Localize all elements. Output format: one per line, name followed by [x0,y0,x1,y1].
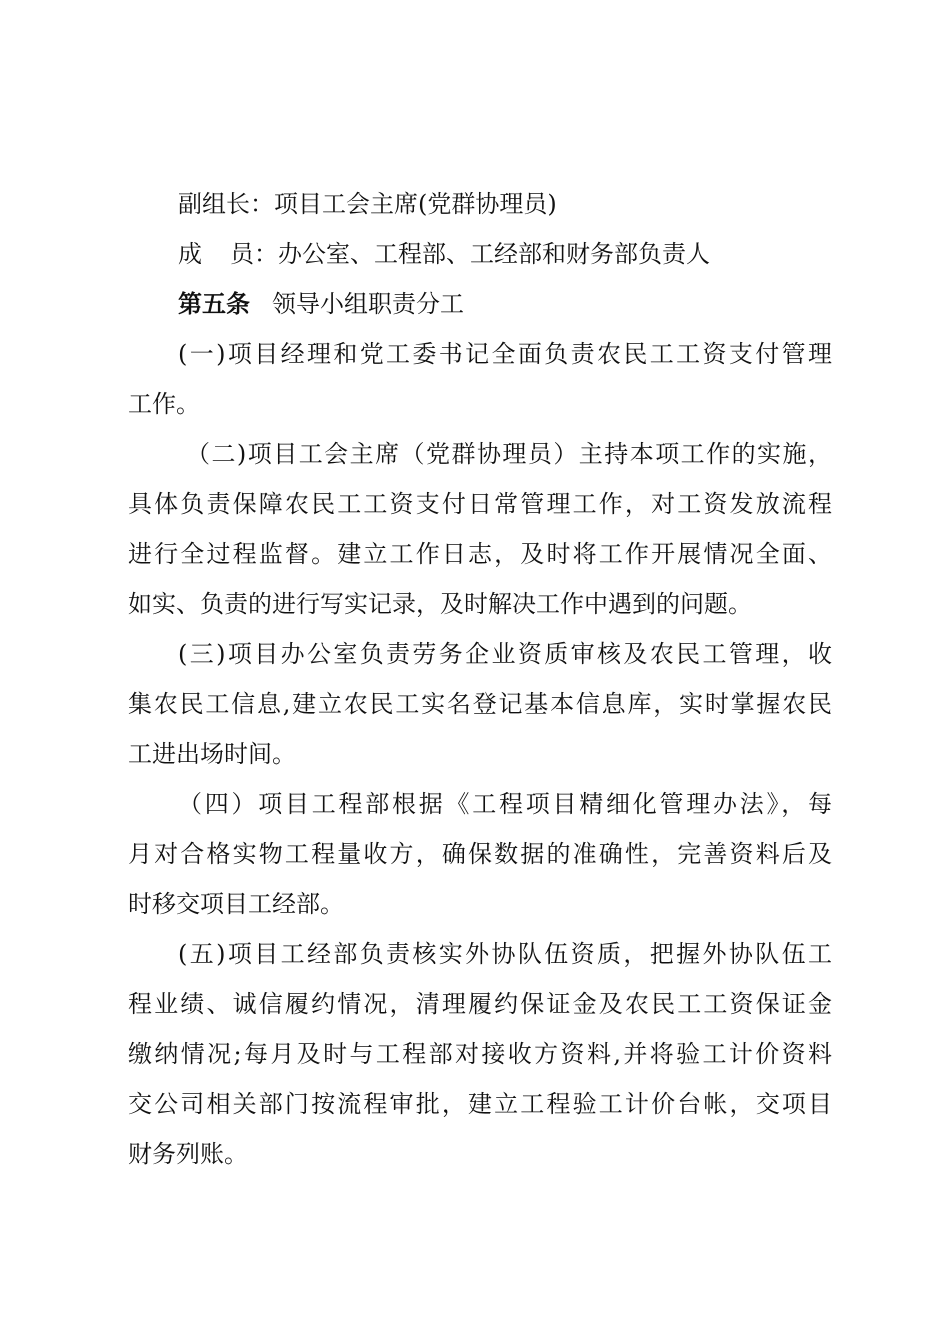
item-4-line-2: 月对合格实物工程量收方，确保数据的准确性，完善资料后及 [128,840,832,868]
item-1-line-1: (一)项目经理和党工委书记全面负责农民工工资支付管理 [178,340,832,368]
item-4-line-3: 时移交项目工经部。 [128,890,344,918]
deputy-leader-text: 副组长：项目工会主席(党群协理员) [178,190,557,218]
item-3-line-2: 集农民工信息,建立农民工实名登记基本信息库，实时掌握农民 [128,690,832,718]
article-subtitle: 领导小组职责分工 [272,290,464,318]
item-2-line-3: 进行全过程监督。建立工作日志，及时将工作开展情况全面、 [128,540,832,568]
item-5-line-4: 交公司相关部门按流程审批，建立工程验工计价台帐，交项目 [128,1090,832,1118]
item-2-line-4: 如实、负责的进行写实记录，及时解决工作中遇到的问题。 [128,590,752,618]
item-5-line-2: 程业绩、诚信履约情况，清理履约保证金及农民工工资保证金 [128,990,832,1018]
members-label-part1: 成 [178,240,202,268]
item-5-line-5: 财务列账。 [128,1140,248,1168]
item-4-line-1: （四）项目工程部根据《工程项目精细化管理办法》，每 [178,790,832,818]
item-5-line-3: 缴纳情况;每月及时与工程部对接收方资料,并将验工计价资料 [128,1040,832,1068]
item-1-line-2: 工作。 [128,390,200,418]
members-line [178,236,832,272]
item-3-line-3: 工进出场时间。 [128,740,296,768]
item-2-line-2: 具体负责保障农民工工资支付日常管理工作，对工资发放流程 [128,490,832,518]
item-5-line-1: (五)项目工经部负责核实外协队伍资质，把握外协队伍工 [178,940,832,968]
members-text: 员：办公室、工程部、工经部和财务部负责人 [230,240,710,268]
article-heading [178,286,832,322]
deputy-leader-line [178,186,832,222]
item-2-line-1: （二)项目工会主席（党群协理员）主持本项工作的实施， [186,440,832,468]
article-title: 第五条 [178,289,250,318]
item-3-line-1: (三)项目办公室负责劳务企业资质审核及农民工管理，收 [178,640,832,668]
